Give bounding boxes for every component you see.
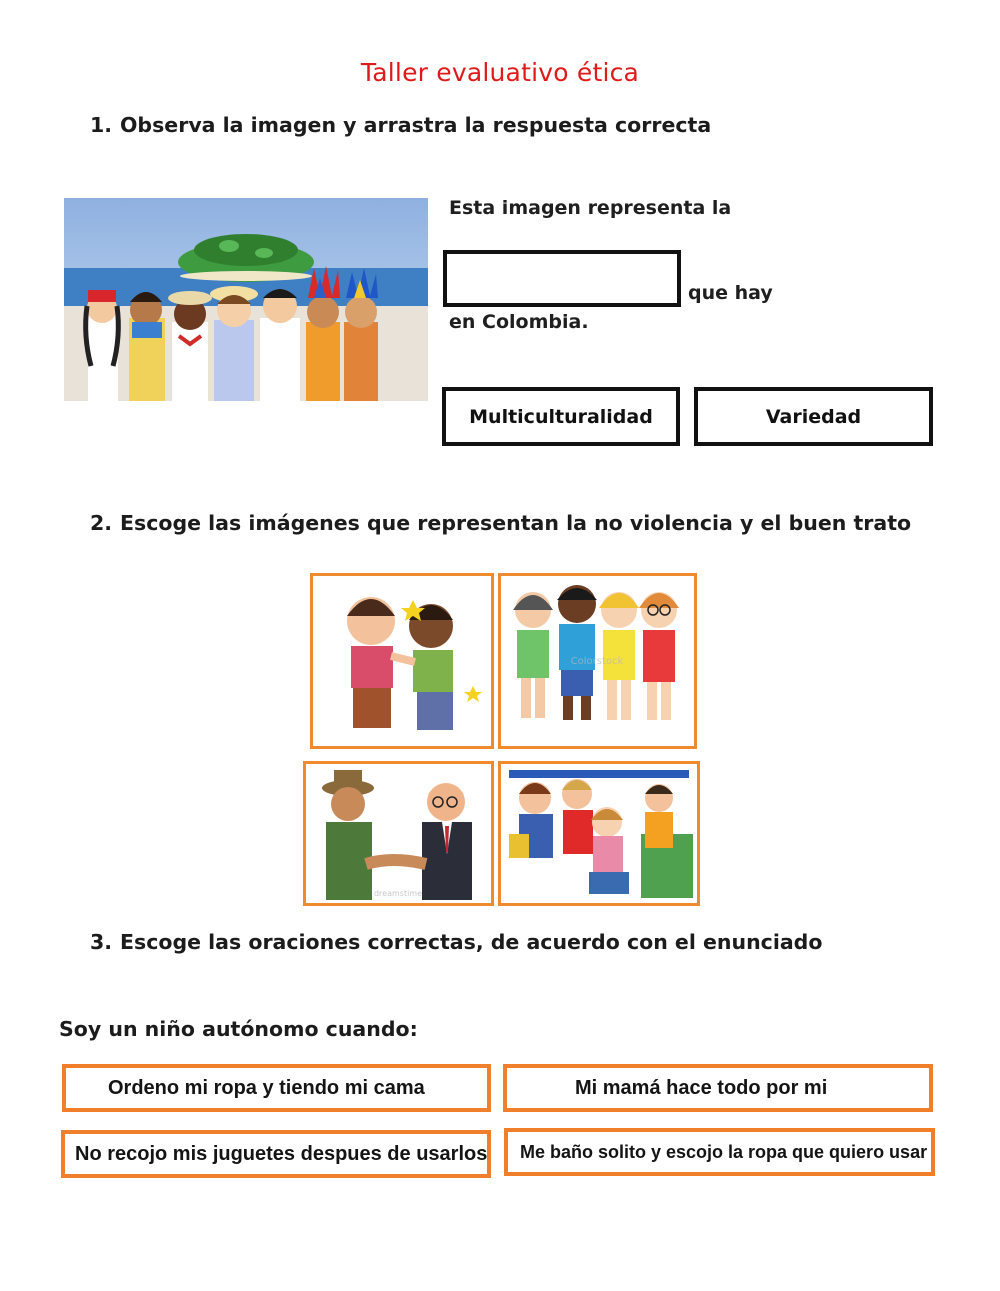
question-3-number: 3. xyxy=(90,930,113,954)
question-1 xyxy=(90,113,711,137)
question-3 xyxy=(90,930,822,954)
image-option-handshake[interactable] xyxy=(303,761,494,906)
question-3-text: Escoge las oraciones correctas, de acuerdo con el enunciado xyxy=(120,930,823,954)
option-multiculturalidad[interactable]: Multiculturalidad xyxy=(442,387,680,446)
answer-drop-zone[interactable] xyxy=(443,250,681,307)
friends-hugging-illustration xyxy=(501,576,694,746)
q1-sentence-after-blank: que hay xyxy=(688,282,773,304)
question-1-text: Observa la imagen y arrastra la respuesta correcta xyxy=(120,113,712,137)
option-mi-mama-hace-todo[interactable]: Mi mamá hace todo por mi xyxy=(503,1064,933,1112)
image-option-friends[interactable] xyxy=(498,573,697,749)
multicultural-children-illustration xyxy=(64,198,428,401)
question-2-text: Escoge las imágenes que representan la no violencia y el buen trato xyxy=(120,511,912,535)
worksheet-title: Taller evaluativo ética xyxy=(360,58,640,87)
question-2 xyxy=(90,511,911,535)
q3-prompt: Soy un niño autónomo cuando: xyxy=(59,1017,418,1041)
q1-sentence-line1: Esta imagen representa la xyxy=(449,197,732,219)
option-me-bano-solito[interactable]: Me baño solito y escojo la ropa que quiero usar xyxy=(504,1128,935,1176)
children-fighting-illustration xyxy=(313,576,491,746)
option-variedad[interactable]: Variedad xyxy=(694,387,933,446)
children-bullying-illustration xyxy=(501,764,697,903)
option-no-recojo-juguetes[interactable]: No recojo mis juguetes despues de usarlos xyxy=(61,1130,491,1178)
multicultural-children-image xyxy=(64,198,428,401)
q1-sentence-line3: en Colombia. xyxy=(449,311,589,333)
men-handshake-illustration xyxy=(306,764,491,903)
image-option-bullying[interactable] xyxy=(498,761,700,906)
image-option-fighting[interactable] xyxy=(310,573,494,749)
watermark-dreamstime: dreamstime xyxy=(373,889,423,898)
question-2-number: 2. xyxy=(90,511,113,535)
watermark-colorstock: Colorstock xyxy=(570,656,624,667)
question-1-number: 1. xyxy=(90,113,113,137)
option-ordeno-mi-ropa[interactable]: Ordeno mi ropa y tiendo mi cama xyxy=(62,1064,491,1112)
